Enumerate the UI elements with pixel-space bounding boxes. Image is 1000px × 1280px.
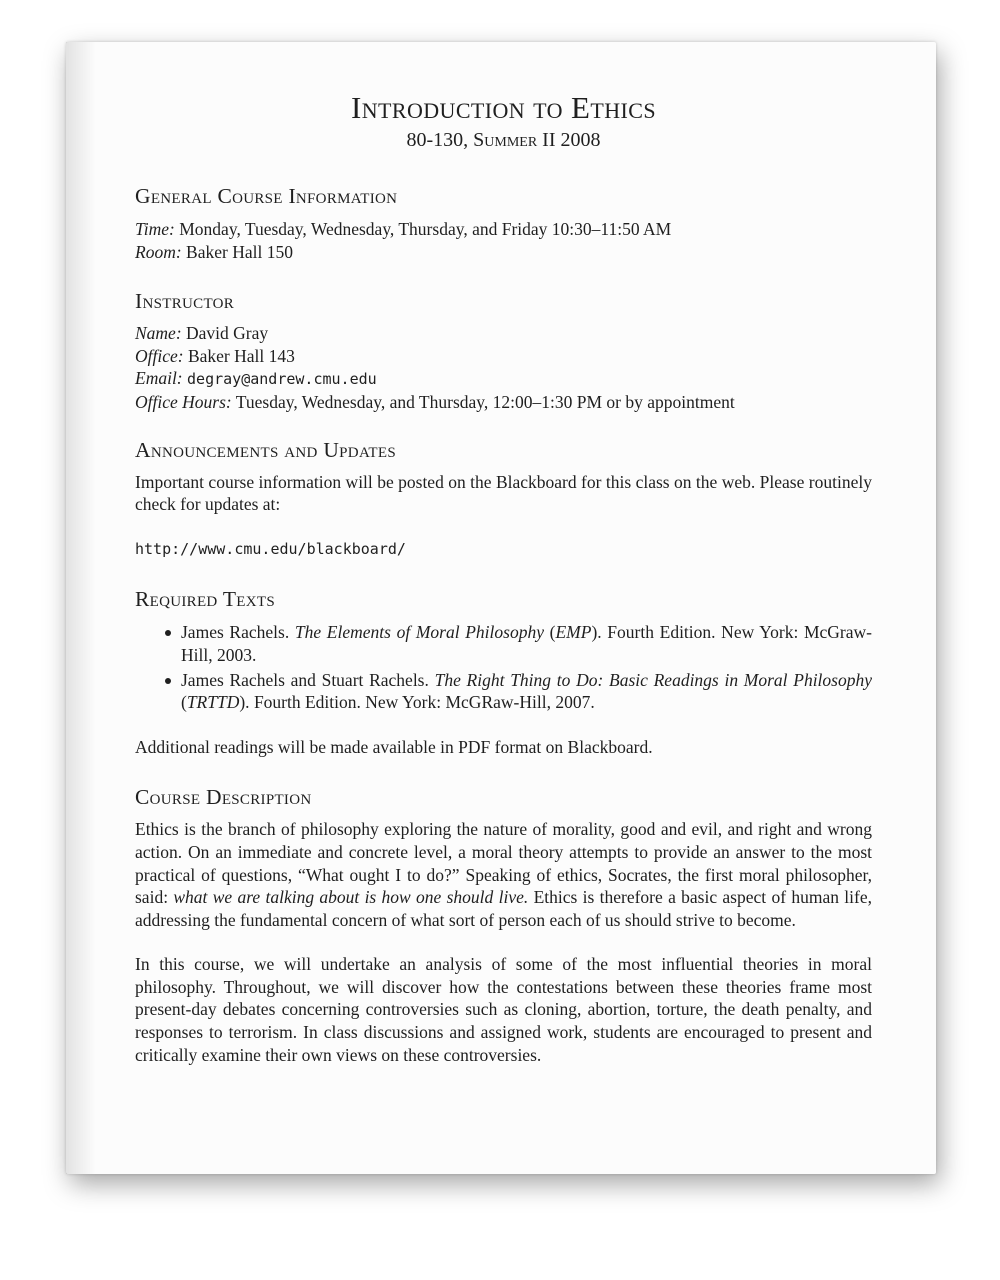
book-abbr-close: ).: [591, 622, 602, 643]
general-info-section: [135, 183, 872, 263]
instructor-heading: Instructor: [135, 289, 235, 314]
syllabus-page: [66, 42, 936, 1174]
book-publication: Fourth Edition. New York: McGraw-Hill, 2003.: [181, 622, 872, 665]
office-hours-value: Tuesday, Wednesday, and Thursday, 12:00–1:30 PM or by appointment: [235, 391, 735, 412]
document-title: Introduction to Ethics: [351, 90, 656, 125]
additional-readings-text: Additional readings will be made available in PDF format on Blackboard.: [135, 736, 653, 757]
book-author: James Rachels and Stuart Rachels.: [181, 669, 429, 690]
list-item: [181, 621, 872, 666]
room-label: Room:: [135, 241, 182, 262]
office-value: Baker Hall 143: [187, 345, 295, 366]
name-label: Name:: [135, 323, 182, 344]
room-line: [135, 241, 872, 264]
required-texts-list: [135, 621, 872, 713]
time-label: Time:: [135, 219, 175, 239]
description-p1-start: Ethics is the branch of philosophy exploring the nature of morality, good and evil, and right and wrong action. On an immediate and concrete level, a moral theory attempts to provide an answer to the most practical of questions, “What ought I to do?” Speaking of ethics, Socrates, the first moral philosopher, said:: [135, 819, 872, 908]
general-info-heading: General Course Information: [135, 184, 398, 208]
time-value: Monday, Tuesday, Wednesday, Thursday, and Friday 10:30–11:50 AM: [179, 219, 672, 239]
book-abbr: EMP: [555, 622, 592, 643]
instructor-section: [135, 288, 872, 413]
list-item: [181, 669, 872, 714]
email-label: Email:: [135, 368, 183, 389]
course-description-section: [135, 784, 872, 1066]
description-p1-end: Ethics is therefore a basic aspect of human life, addressing the fundamental concern of what sort of person each of us should strive to become.: [135, 887, 872, 930]
book-abbr-open: (: [543, 622, 556, 643]
email-value: degray@andrew.cmu.edu: [187, 370, 377, 389]
book-abbr-close: ).: [239, 692, 250, 713]
blackboard-url: http://www.cmu.edu/blackboard/: [135, 539, 406, 558]
announcements-text: Important course information will be posted on the Blackboard for this class on the web. Please routinely check for updates at:: [135, 471, 872, 515]
book-abbr: TRTTD: [186, 692, 240, 713]
description-paragraph-2: In this course, we will undertake an analysis of some of the most influential theories in moral philosophy. Throughout, we will discover how the contestations between these theories frame most present-day debates concerning controversies such as cloning, abortion, torture, the death penalty, and responses to terrorism. In class discussions and assigned work, students are encouraged to present and critically examine their own views on these controversies.: [135, 954, 872, 1065]
office-line: [135, 345, 872, 368]
time-line: [135, 218, 872, 241]
email-line: [135, 367, 872, 391]
document-subtitle: 80-130, Summer II 2008: [406, 129, 601, 151]
page-content: [135, 90, 872, 1066]
description-paragraph-1: [135, 818, 872, 931]
office-hours-line: [135, 391, 872, 414]
required-texts-heading: Required Texts: [135, 587, 275, 612]
book-author: James Rachels.: [181, 622, 290, 643]
office-label: Office:: [135, 345, 184, 366]
course-description-heading: Course Description: [135, 785, 312, 810]
name-value: David Gray: [186, 323, 269, 344]
socrates-quote: what we are talking about is how one should live.: [173, 887, 529, 908]
office-hours-label: Office Hours:: [135, 391, 232, 412]
book-abbr-open: (: [181, 692, 187, 713]
room-value: Baker Hall 150: [186, 241, 293, 262]
title-block: [135, 90, 872, 153]
announcements-section: [135, 437, 872, 561]
book-title: The Elements of Moral Philosophy: [294, 622, 544, 643]
required-texts-section: [135, 586, 872, 758]
book-publication: Fourth Edition. New York: McGRaw-Hill, 2007.: [249, 692, 595, 713]
name-line: [135, 322, 872, 345]
announcements-heading: Announcements and Updates: [135, 437, 396, 462]
book-title: The Right Thing to Do: Basic Readings in Moral Philosophy: [434, 669, 872, 690]
